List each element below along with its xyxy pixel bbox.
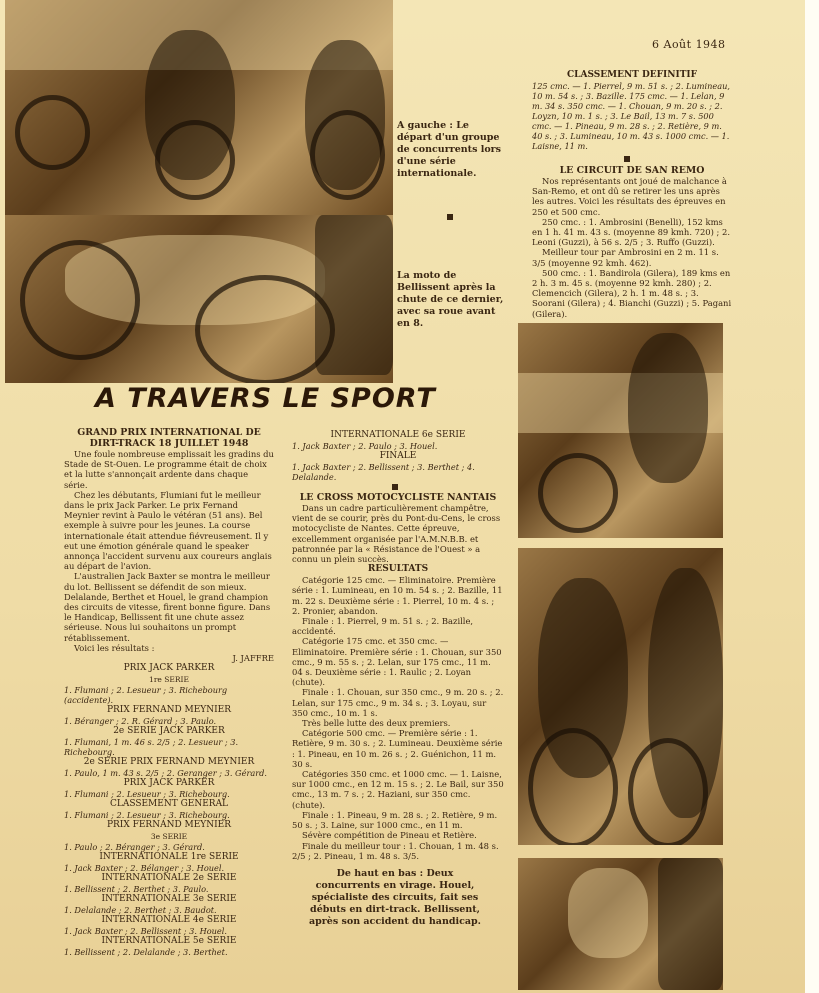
caption-bottom-photos: De haut en bas : Deux concurrents en virage. Houel, spécialiste des circuits, fait ses débuts en dirt-track. Bellissent, après son accident du handicap. <box>309 868 481 927</box>
result-line: 1. Flumani ; 2. Lesueur ; 3. Richebourg (accidente). <box>64 685 228 706</box>
photo-riders-cornering <box>518 323 723 538</box>
photo-houel <box>518 548 723 845</box>
results-heading: RESULTATS <box>367 564 429 575</box>
paragraph: Voici les résultats : <box>74 642 155 653</box>
result-heading: PRIX JACK PARKER <box>123 663 215 674</box>
result-heading: INTERNATIONALE 4e SERIE <box>101 915 237 926</box>
page-title: A TRAVERS LE SPORT <box>95 383 436 414</box>
paragraph: Finale du meilleur tour : 1. Chouan, 1 m. 48 s. 2/5 ; 2. Pineau, 1 m. 48 s. 3/5. <box>292 840 499 861</box>
paragraph: Finale : 1. Chouan, sur 350 cmc., 9 m. 20 s. ; 2. Lelan, sur 175 cmc., 9 m. 34 s. ; 3. Loyau, sur 350 cmc., 10 m. 1 s. <box>292 687 504 718</box>
san-remo-heading: LE CIRCUIT DE SAN REMO <box>559 165 705 176</box>
result-heading: PRIX JACK PARKER <box>123 778 215 789</box>
result-line: 1. Bellissent ; 2. Delalande ; 3. Berthet. <box>64 947 228 958</box>
paragraph: Finale : 1. Pierrel, 9 m. 51 s. ; 2. Bazille, accidenté. <box>292 616 474 637</box>
result-heading: INTERNATIONALE 2e SERIE <box>101 873 237 884</box>
result-heading: PRIX FERNAND MEYNIER <box>106 705 232 716</box>
left-column <box>64 427 274 957</box>
result-line: 1. Flumani ; 2. Lesueur ; 3. Richebourg. <box>64 789 230 800</box>
right-column <box>532 70 732 319</box>
paragraph: Sévère compétition de Pineau et Retière. <box>302 830 477 841</box>
caption-crashed-motorcycle: La moto de Bellissent après la chute de ce dernier, avec sa roue avant en 8. <box>397 270 504 329</box>
paragraph: L'australien Jack Baxter se montra le meilleur du lot. Bellissent se défendit de son mieux. Delalande, Berthet et Houel, le grand champion des circuits de vitesse, firent bonne figure. Dans le Handicap, Bellissent fit une chute assez sérieuse. Nous lui souhaitons un prompt rétablissement. <box>64 571 271 643</box>
paragraph: Catégorie 175 cmc. et 350 cmc. — Eliminatoire. Première série : 1. Chouan, sur 350 cmc., 9 m. 55 s. ; 2. Lelan, sur 175 cmc., 11 m. 04 s. Deuxième série : 1. Raulic ; 2. Loyan (chute). <box>292 636 502 688</box>
paragraph: Finale : 1. Pineau, 9 m. 28 s. ; 2. Retière, 9 m. 50 s. ; 3. Laine, sur 1000 cmc., en 11 m. <box>292 809 498 831</box>
result-line: 1. Flumani, 1 m. 46 s. 2/5 ; 2. Lesueur ; 3. Richebourg. <box>64 737 239 758</box>
paragraph: 250 cmc. : 1. Ambrosini (Benelli), 152 kms en 1 h. 41 m. 43 s. (moyenne 89 kmh. 720) ; 2. Leoni (Guzzi), à 56 s. 2/5 ; 3. Ruffo (Guzzi). <box>532 216 731 248</box>
dirt-track-heading: GRAND PRIX INTERNATIONAL DE DIRT-TRACK 18 JUILLET 1948 <box>77 427 261 449</box>
result-heading: PRIX FERNAND MEYNIER <box>106 820 232 831</box>
paragraph: Catégorie 125 cmc. — Eliminatoire. Première série : 1. Lumineau, en 10 m. 54 s. ; 2. Bazille, 11 m. 22 s. Deuxième série : 1. Pierrel, 10 m. 4 s. ; 2. Pronier, abandon. <box>292 575 503 616</box>
cross-heading: LE CROSS MOTOCYCLISTE NANTAIS <box>299 492 497 503</box>
paragraph: Catégorie 500 cmc. — Première série : 1. Retière, 9 m. 30 s. ; 2. Lumineau. Deuxième série : 1. Pineau, en 10 m. 26 s. ; 2. Guénichon, 11 m. 30 s. <box>292 728 503 769</box>
issue-date: 6 Août 1948 <box>652 38 726 51</box>
result-heading: 2e SERIE JACK PARKER <box>113 726 225 737</box>
paragraph: 500 cmc. : 1. Bandirola (Gilera), 189 kms en 2 h. 3 m. 45 s. (moyenne 92 kmh. 280) ; 2. Clemencich (Gilera), 2 h. 1 m. 48 s. ; 3. Soorani (Gilera) ; 4. Bianchi (Guzzi) ; 5. Pagani (Gilera). <box>532 267 732 319</box>
paragraph: Très belle lutte des deux premiers. <box>302 718 451 729</box>
separator-bullet <box>447 214 453 220</box>
result-heading: INTERNATIONALE 1re SERIE <box>99 852 239 863</box>
paragraph: Dans un cadre particulièrement champêtre, vient de se courir, près du Pont-du-Cens, le cross motocycliste de Nantes. Cette épreuve, excellemment organisée par l'A.M.N.B.B. et patronnée par la « Résistance de l'Ouest » a connu un plein succès. <box>292 503 501 565</box>
separator-bullet <box>392 484 398 490</box>
result-heading: INTERNATIONALE 5e SERIE <box>101 936 237 947</box>
author: J. JAFFRE <box>232 653 274 664</box>
caption-race-start: A gauche : Le départ d'un groupe de concurrents lors d'une série internationale. <box>397 120 502 179</box>
paragraph: Catégories 350 cmc. et 1000 cmc. — 1. Laisne, sur 1000 cmc., en 12 m. 15 s. ; 2. Le Bail, sur 350 cmc., 13 m. 7 s. ; 2. Haziani, sur 350 cmc. (chute). <box>292 769 504 810</box>
photo-race-start <box>5 0 393 215</box>
paragraph: Une foule nombreuse emplissait les gradins du Stade de St-Ouen. Le programme était de choix et la lutte s'annonçait ardente dans chaque série. <box>64 449 274 490</box>
paragraph: Chez les débutants, Flumiani fut le meilleur dans le prix Jack Parker. Le prix Fernand Meynier revint à Paulo le vétéran (51 ans). Bel exemple à suivre pour les jeunes. La course internationale était attendue fiévreusement. Il y eut une émotion générale quand le speaker annonça l'accident survenu aux coureurs anglais au départ de l'avion. <box>64 489 272 572</box>
result-series: 1re SERIE <box>149 675 189 685</box>
separator-bullet <box>624 156 630 162</box>
result-line: 1. Bellissent ; 2. Berthet ; 3. Paulo. <box>64 884 209 895</box>
photo-crashed-motorcycle <box>5 215 393 383</box>
result-line: 1. Flumani ; 2. Lesueur ; 3. Richebourg. <box>64 810 230 821</box>
paragraph: Nos représentants ont joué de malchance à San-Remo, et ont dû se retirer les uns après les autres. Voici les résultats des épreuves en 250 et 500 cmc. <box>532 176 727 217</box>
middle-column <box>292 430 504 861</box>
page-edge <box>805 0 819 993</box>
result-line: 1. Delalande ; 2. Berthet ; 3. Baudot. <box>64 905 217 916</box>
photo-bellissent <box>518 858 723 990</box>
result-heading: 2e SERIE PRIX FERNAND MEYNIER <box>83 757 255 768</box>
classement-heading: CLASSEMENT DEFINITIF <box>566 70 697 80</box>
result-line: 1. Jack Baxter ; 2. Bellissent ; 3. Berthet ; 4. Delalande. <box>292 462 475 482</box>
result-heading: FINALE <box>379 451 417 461</box>
result-series: 3e SERIE <box>150 832 188 842</box>
result-line: 1. Jack Baxter ; 2. Paulo ; 3. Houel. <box>292 441 438 451</box>
result-heading: CLASSEMENT GENERAL <box>109 799 229 810</box>
classement-text: 125 cmc. — 1. Pierrel, 9 m. 51 s. ; 2. Lumineau, 10 m. 54 s. ; 3. Bazille. 175 cmc. — 1. Lelan, 9 m. 34 s. 350 cmc. — 1. Chouan, 9 m. 20 s. ; 2. Loyzn, 10 m. 1 s. ; 3. Le Bail, 13 m. 7 s. 500 cmc. — 1. Pineau, 9 m. 28 s. ; 2. Retière, 9 m. 40 s. ; 3. Lumineau, 10 m. 43 s. 1000 cmc. — 1. Laisne, 11 m. <box>532 81 730 151</box>
paragraph: Meilleur tour par Ambrosini en 2 m. 11 s. 3/5 (moyenne 92 kmh. 462). <box>532 247 719 268</box>
result-heading: INTERNATIONALE 3e SERIE <box>101 894 237 905</box>
results-list <box>64 663 274 957</box>
result-line: 1. Jack Baxter ; 2. Bélanger ; 3. Houel. <box>64 863 225 874</box>
result-heading: INTERNATIONALE 6e SERIE <box>330 430 466 440</box>
result-line: 1. Paulo ; 2. Béranger ; 3. Gérard. <box>64 842 205 853</box>
result-line: 1. Paulo, 1 m. 43 s. 2/5 ; 2. Geranger ; 3. Gérard. <box>64 768 267 779</box>
result-line: 1. Jack Baxter ; 2. Bellissent ; 3. Houel. <box>64 926 227 937</box>
result-line: 1. Béranger ; 2. R. Gérard ; 3. Paulo. <box>64 716 217 727</box>
